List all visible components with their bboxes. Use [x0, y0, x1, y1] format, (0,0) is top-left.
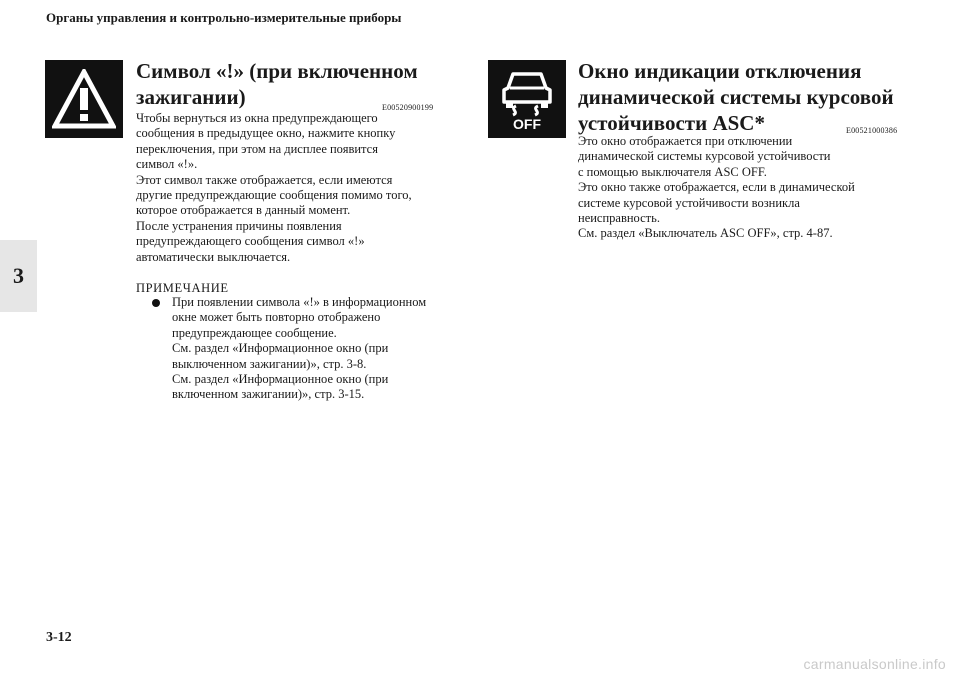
asc-off-icon [488, 60, 566, 138]
chapter-number: 3 [13, 263, 24, 288]
note-line: См. раздел «Информационное окно (при [172, 372, 389, 387]
title-line: устойчивости ASC* [578, 111, 765, 135]
warning-triangle-icon [45, 60, 123, 138]
title-line: зажигании) [136, 85, 246, 109]
note-line: предупреждающее сообщение. [172, 325, 337, 340]
asc-off-label: OFF [513, 116, 541, 132]
body-line: автоматически выключается. [136, 249, 291, 264]
body-line: неисправность. [578, 211, 660, 226]
section-body-left [136, 111, 466, 265]
bullet-icon [152, 299, 160, 307]
body-line: символ «!». [136, 157, 198, 172]
note-line: См. раздел «Информационное окно (при [172, 341, 389, 356]
body-line: Это окно также отображается, если в динамической [578, 180, 855, 195]
section-title-asc-off [578, 58, 898, 136]
chapter-tab [0, 240, 37, 312]
section-code: E00521000386 [846, 126, 898, 135]
body-line: системе курсовой устойчивости возникла [578, 195, 800, 210]
note-line: окне может быть повторно отображено [172, 310, 381, 325]
note-heading: ПРИМЕЧАНИЕ [136, 281, 229, 295]
section-code: E00520900199 [382, 103, 434, 112]
body-line: После устранения причины появления [136, 218, 342, 233]
page-number: 3-12 [46, 630, 72, 645]
body-line: Этот символ также отображается, если имеются [136, 172, 393, 187]
body-line: См. раздел «Выключатель ASC OFF», стр. 4-87. [578, 226, 833, 241]
body-line: Чтобы вернуться из окна предупреждающего [136, 111, 378, 125]
title-line: динамической системы курсовой [578, 85, 894, 109]
title-line: Окно индикации отключения [578, 59, 862, 83]
body-line: динамической системы курсовой устойчивости [578, 149, 831, 164]
body-line: сообщения в предыдущее окно, нажмите кнопку [136, 126, 396, 141]
title-line: Символ «!» (при включенном [136, 59, 418, 83]
note-line: выключенном зажигании)», стр. 3-8. [172, 356, 367, 371]
note-item [152, 295, 472, 403]
note-line: При появлении символа «!» в информационном [172, 295, 427, 309]
body-line: предупреждающего сообщения символ «!» [136, 234, 365, 249]
body-line: которое отображается в данный момент. [136, 203, 351, 218]
body-line: другие предупреждающие сообщения помимо того, [136, 188, 412, 203]
body-line: Это окно отображается при отключении [578, 134, 793, 148]
running-header: Органы управления и контрольно-измерительные приборы [46, 10, 402, 25]
body-line: переключения, при этом на дисплее появится [136, 141, 378, 156]
watermark: carmanualsonline.info [803, 656, 946, 672]
section-body-right [578, 134, 908, 242]
body-line: с помощью выключателя ASC OFF. [578, 164, 767, 179]
note-line: включенном зажигании)», стр. 3-15. [172, 387, 365, 402]
